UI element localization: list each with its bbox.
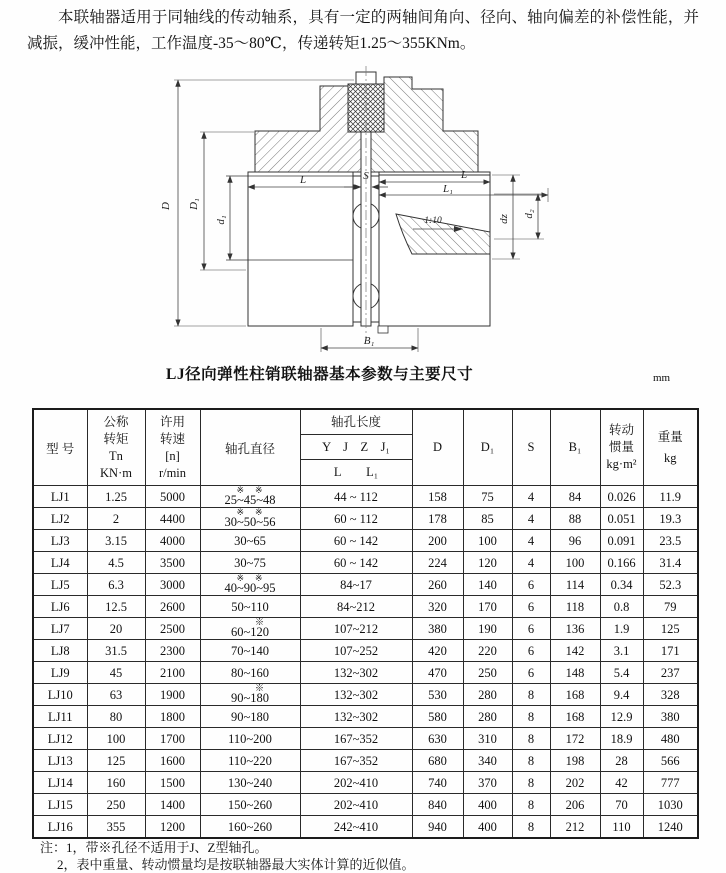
cell-n: 1400 [145,794,200,816]
bore-marks: ※ [234,617,265,627]
col-weight-lines: 重量 kg [657,429,683,465]
col-length-types: Y J Z J₁ [301,435,412,460]
cell-weight: 777 [643,772,698,794]
cell-tn: 6.3 [87,574,145,596]
cell-bore: 110~220 [200,750,300,772]
cell-bore [200,508,300,530]
cell-D1: 170 [463,596,512,618]
table-row [33,816,698,839]
cell-n: 3000 [145,574,200,596]
cell-len: 84~17 [300,574,412,596]
cell-weight: 171 [643,640,698,662]
cell-S: 6 [512,618,550,640]
cell-weight: 380 [643,706,698,728]
cell-model: LJ9 [33,662,87,684]
cell-tn: 20 [87,618,145,640]
dim-label-L1: L₁ [443,183,453,195]
cell-tn: 31.5 [87,640,145,662]
cell-B1: 100 [550,552,600,574]
cell-weight: 11.9 [643,486,698,508]
table-row [33,508,698,530]
cell-B1: 206 [550,794,600,816]
cell-inertia: 28 [600,750,643,772]
cell-n: 1900 [145,684,200,706]
cell-bore: 160~260 [200,816,300,839]
cell-bore: 30~65 [200,530,300,552]
cell-len: 107~212 [300,618,412,640]
cell-B1: 168 [550,684,600,706]
cell-n: 4400 [145,508,200,530]
cell-D1: 220 [463,640,512,662]
dim-label-d1: d₁ [215,215,227,225]
cell-tn: 250 [87,794,145,816]
cell-n: 2600 [145,596,200,618]
cell-D1: 75 [463,486,512,508]
dim-label-d2: d₂ [523,209,535,219]
cell-model: LJ16 [33,816,87,839]
table-header [33,409,698,486]
cell-D1: 250 [463,662,512,684]
table-body [33,486,698,839]
cell-D: 260 [412,574,463,596]
cell-D: 224 [412,552,463,574]
col-weight [643,409,698,486]
cell-D1: 280 [463,706,512,728]
table-row [33,772,698,794]
col-inertia-lines: 转动 惯量 kg·m² [606,423,637,471]
col-torque-lines: 公称 转矩 Tn KN·m [100,414,132,480]
cell-D1: 85 [463,508,512,530]
cell-B1: 136 [550,618,600,640]
cell-len: 202~410 [300,794,412,816]
col-B1: B₁ [550,409,600,486]
cell-len: 202~410 [300,772,412,794]
cell-bore: 70~140 [200,640,300,662]
bore-marks: ※ ※ [236,573,264,583]
cell-len: 60 ~ 112 [300,508,412,530]
cell-n: 2100 [145,662,200,684]
cell-B1: 202 [550,772,600,794]
cell-D: 178 [412,508,463,530]
cell-tn: 160 [87,772,145,794]
cell-len: 132~302 [300,684,412,706]
footnote-1: 注：1，带※孔径不适用于J、Z型轴孔。 [40,840,268,855]
cell-S: 8 [512,816,550,839]
cell-model: LJ1 [33,486,87,508]
table-row [33,618,698,640]
col-length-title: 轴孔长度 [301,410,412,435]
cell-model: LJ2 [33,508,87,530]
cell-B1: 84 [550,486,600,508]
cell-S: 8 [512,706,550,728]
cell-D1: 340 [463,750,512,772]
bore-value: 40~90~95 [224,581,276,595]
cell-bore: 80~160 [200,662,300,684]
cell-bore [200,486,300,508]
col-bore: 轴孔直径 [200,409,300,486]
col-inertia [600,409,643,486]
cell-len: 44 ~ 112 [300,486,412,508]
cell-n: 5000 [145,486,200,508]
cell-model: LJ7 [33,618,87,640]
table-row [33,728,698,750]
cell-inertia: 0.091 [600,530,643,552]
cell-bore: 30~75 [200,552,300,574]
col-S: S [512,409,550,486]
footnotes [40,840,415,873]
cell-bore: 110~200 [200,728,300,750]
cell-D1: 100 [463,530,512,552]
bore-value: 30~50~56 [224,515,276,529]
table-row [33,794,698,816]
bore-value: 90~180 [230,691,269,705]
cell-D1: 400 [463,794,512,816]
col-length [300,409,412,486]
cell-inertia: 0.8 [600,596,643,618]
cell-len: 132~302 [300,662,412,684]
table-row [33,574,698,596]
cell-inertia: 0.051 [600,508,643,530]
col-model: 型 号 [33,409,87,486]
dim-label-D1: D₁ [188,198,200,210]
cell-weight: 1240 [643,816,698,839]
cell-tn: 355 [87,816,145,839]
cell-tn: 4.5 [87,552,145,574]
bore-value: 60~120 [230,625,269,639]
cell-model: LJ6 [33,596,87,618]
cell-B1: 172 [550,728,600,750]
coupling-section-drawing [148,64,600,358]
bore-value: 25~45~48 [224,493,276,507]
col-D1: D₁ [463,409,512,486]
cell-n: 2300 [145,640,200,662]
cell-inertia: 18.9 [600,728,643,750]
bore-marks: ※ [234,683,265,693]
cell-n: 1600 [145,750,200,772]
cell-model: LJ3 [33,530,87,552]
cell-D: 200 [412,530,463,552]
cell-len: 167~352 [300,750,412,772]
cell-D: 320 [412,596,463,618]
table-title: LJ径向弹性柱销联轴器基本参数与主要尺寸 [166,366,474,383]
cell-tn: 3.15 [87,530,145,552]
cell-weight: 480 [643,728,698,750]
cell-tn: 12.5 [87,596,145,618]
cell-tn: 100 [87,728,145,750]
cell-D: 530 [412,684,463,706]
dim-label-S: S [363,170,369,182]
table-row [33,530,698,552]
cell-S: 6 [512,596,550,618]
cell-tn: 63 [87,684,145,706]
cell-len: 167~352 [300,728,412,750]
cell-D: 630 [412,728,463,750]
cell-inertia: 0.34 [600,574,643,596]
cell-weight: 31.4 [643,552,698,574]
cell-inertia: 1.9 [600,618,643,640]
dim-label-L-left: L [299,174,307,186]
cell-tn: 125 [87,750,145,772]
cell-D1: 310 [463,728,512,750]
cell-D1: 400 [463,816,512,839]
cell-inertia: 12.9 [600,706,643,728]
cell-S: 8 [512,772,550,794]
cell-n: 2500 [145,618,200,640]
cell-weight: 237 [643,662,698,684]
cell-D1: 370 [463,772,512,794]
cell-B1: 142 [550,640,600,662]
cell-B1: 114 [550,574,600,596]
cell-weight: 19.3 [643,508,698,530]
cell-inertia: 0.166 [600,552,643,574]
cell-inertia: 0.026 [600,486,643,508]
cell-len: 84~212 [300,596,412,618]
cell-inertia: 3.1 [600,640,643,662]
cell-S: 6 [512,640,550,662]
cell-len: 242~410 [300,816,412,839]
cell-D1: 280 [463,684,512,706]
cell-len: 107~252 [300,640,412,662]
cell-inertia: 70 [600,794,643,816]
cell-D1: 190 [463,618,512,640]
cell-S: 6 [512,662,550,684]
cell-D: 470 [412,662,463,684]
cell-D1: 120 [463,552,512,574]
col-D: D [412,409,463,486]
cell-tn: 1.25 [87,486,145,508]
cell-weight: 23.5 [643,530,698,552]
cell-weight: 1030 [643,794,698,816]
table-row [33,750,698,772]
cell-B1: 118 [550,596,600,618]
cell-tn: 80 [87,706,145,728]
cell-n: 4000 [145,530,200,552]
unit-label: mm [653,372,671,384]
cell-D: 158 [412,486,463,508]
cell-S: 4 [512,552,550,574]
cell-weight: 125 [643,618,698,640]
cell-bore: 130~240 [200,772,300,794]
cell-D: 580 [412,706,463,728]
cell-B1: 88 [550,508,600,530]
cell-model: LJ5 [33,574,87,596]
cell-tn: 2 [87,508,145,530]
cell-n: 3500 [145,552,200,574]
cell-bore: 90~180 [200,706,300,728]
cell-weight: 52.3 [643,574,698,596]
cell-B1: 212 [550,816,600,839]
cell-inertia: 5.4 [600,662,643,684]
table-row [33,640,698,662]
dim-label-D: D [160,202,172,210]
cell-len: 60 ~ 142 [300,530,412,552]
coupling-body [226,72,490,333]
cell-weight: 328 [643,684,698,706]
cell-D: 680 [412,750,463,772]
cell-bore [200,618,300,640]
cell-D: 940 [412,816,463,839]
table-row [33,596,698,618]
cell-D: 380 [412,618,463,640]
dim-label-dz: dz [498,214,510,224]
cell-weight: 79 [643,596,698,618]
dim-label-B1: B₁ [363,335,375,347]
cell-bore: 50~110 [200,596,300,618]
parameters-table [32,408,699,839]
cell-bore [200,574,300,596]
col-speed-lines: 许用 转速 [n] r/min [158,414,187,480]
cell-D: 740 [412,772,463,794]
cell-len: 60 ~ 142 [300,552,412,574]
cell-model: LJ11 [33,706,87,728]
cell-S: 4 [512,530,550,552]
dim-label-L-right: L [460,169,468,181]
cell-weight: 566 [643,750,698,772]
taper-label: 1:10 [424,216,442,226]
cell-B1: 148 [550,662,600,684]
cell-S: 8 [512,728,550,750]
col-speed [145,409,200,486]
cell-n: 1800 [145,706,200,728]
bore-marks: ※ ※ [236,485,264,495]
cell-S: 4 [512,508,550,530]
table-row [33,486,698,508]
cell-inertia: 9.4 [600,684,643,706]
col-length-sub: L L₁ [333,465,379,479]
cell-D1: 140 [463,574,512,596]
cell-inertia: 42 [600,772,643,794]
cell-D: 420 [412,640,463,662]
coupling-drawing [148,64,600,358]
cell-model: LJ14 [33,772,87,794]
cell-B1: 168 [550,706,600,728]
table-row [33,684,698,706]
cell-model: LJ15 [33,794,87,816]
cell-bore [200,684,300,706]
cell-n: 1700 [145,728,200,750]
cell-len: 132~302 [300,706,412,728]
cell-B1: 96 [550,530,600,552]
cell-model: LJ10 [33,684,87,706]
cell-model: LJ12 [33,728,87,750]
table-row [33,552,698,574]
table-row [33,706,698,728]
cell-D: 840 [412,794,463,816]
footnote-2: 2，表中重量、转动惯量均是按联轴器最大实体计算的近似值。 [57,856,415,872]
cell-S: 8 [512,794,550,816]
cell-inertia: 110 [600,816,643,839]
bore-marks: ※ ※ [236,507,264,517]
cell-S: 4 [512,486,550,508]
cell-model: LJ13 [33,750,87,772]
cell-S: 8 [512,684,550,706]
cell-n: 1200 [145,816,200,839]
cell-S: 6 [512,574,550,596]
table-row [33,662,698,684]
cell-model: LJ4 [33,552,87,574]
cell-bore: 150~260 [200,794,300,816]
cell-n: 1500 [145,772,200,794]
cell-tn: 45 [87,662,145,684]
intro-paragraph: 本联轴器适用于同轴线的传动轴系，具有一定的两轴间角向、径向、轴向偏差的补偿性能，并减振，缓冲性能，工作温度-35～80℃，传递转矩1.25～355KNm。 [27,9,699,52]
col-torque [87,409,145,486]
cell-S: 8 [512,750,550,772]
cell-B1: 198 [550,750,600,772]
cell-model: LJ8 [33,640,87,662]
